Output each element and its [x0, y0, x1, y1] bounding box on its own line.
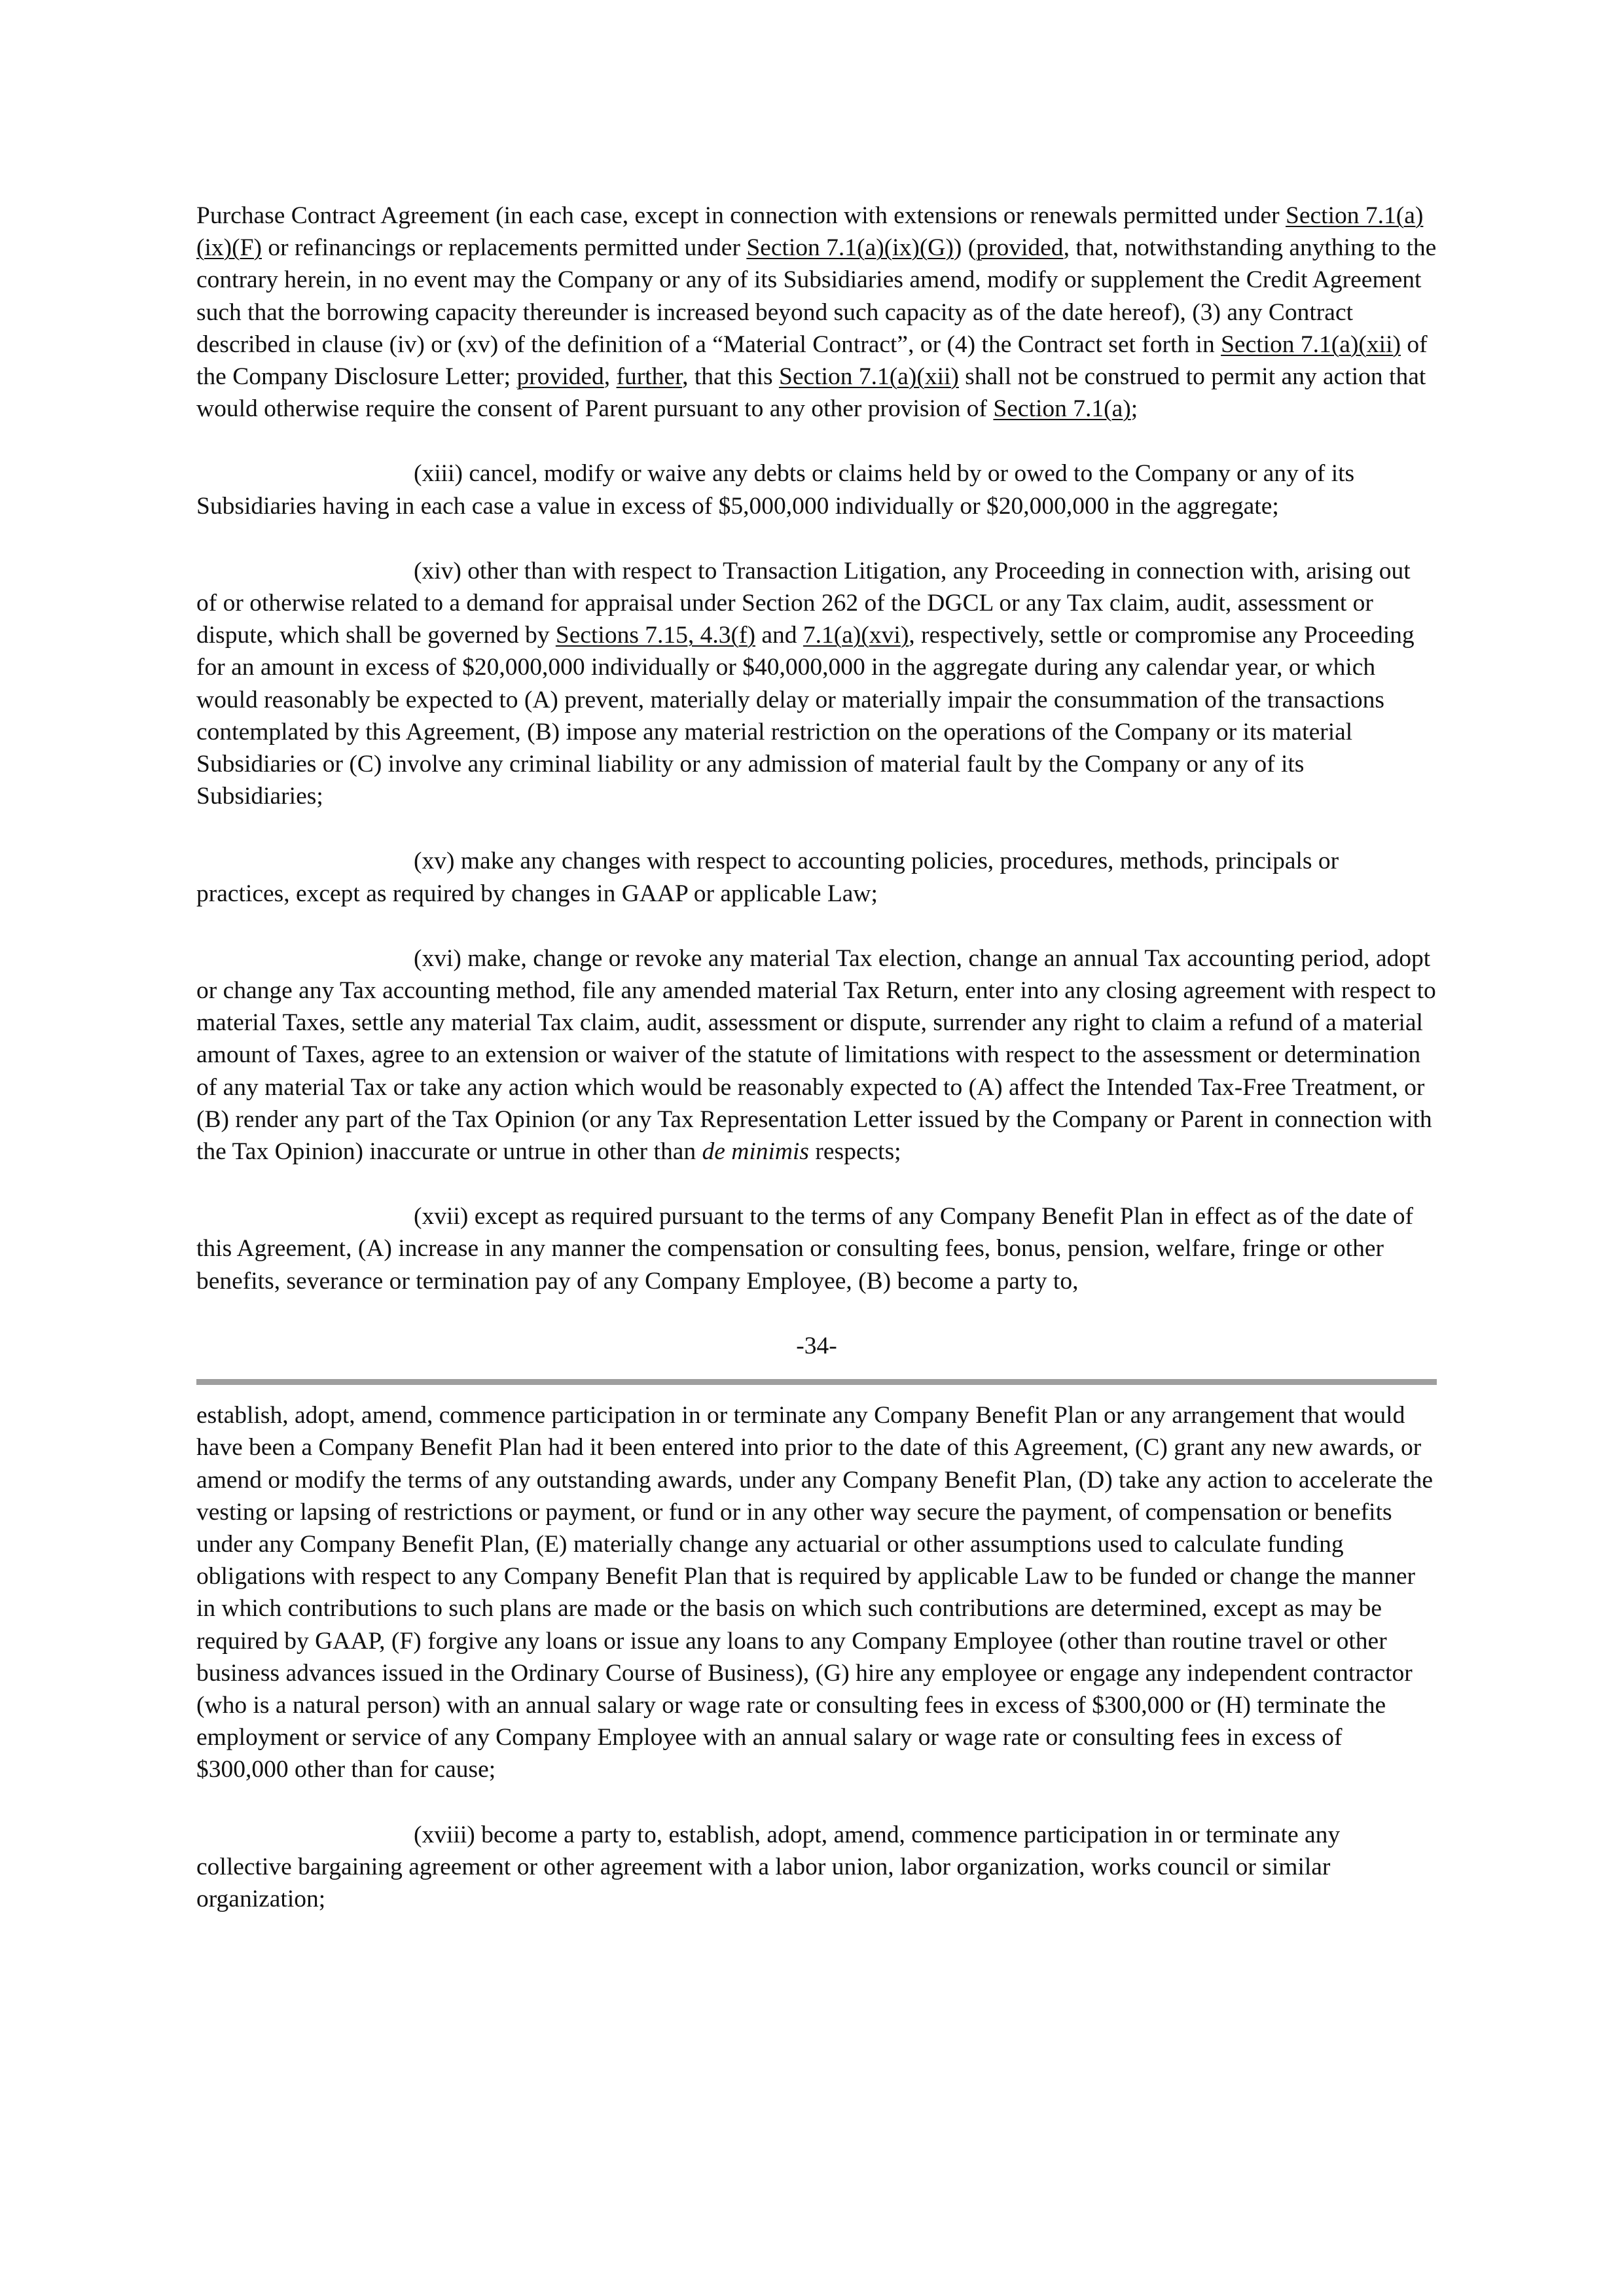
section-reference: Section 7.1(a)(ix)(F) [196, 202, 1424, 262]
section-reference: Section 7.1(a) [993, 395, 1131, 423]
clause-xiv [196, 555, 1437, 813]
text-run: , that this [682, 363, 779, 391]
provided-term: provided [516, 363, 604, 391]
text-run: Purchase Contract Agreement (in each case, except in connection with extensions or renewals permitted under [196, 202, 1286, 229]
section-reference: Section 7.1(a)(xii) [1221, 331, 1401, 358]
page-divider [196, 1379, 1437, 1385]
clause-xvi [196, 942, 1437, 1168]
text-run: shall not be construed to permit any action that would otherwise require the consent of Parent pursuant to any other provision of [196, 363, 1426, 423]
text-run: ) ( [953, 234, 977, 262]
further-term: further [616, 363, 683, 391]
clause-xviii: (xviii) become a party to, establish, adopt, amend, commence participation in or terminate any collective bargaining agreement or other agreement with a labor union, labor organization, works council or similar organization; [196, 1821, 1341, 1912]
page-number: -34- [796, 1332, 837, 1359]
clause-xv: (xv) make any changes with respect to accounting policies, procedures, methods, principals or practices, except as required by changes in GAAP or applicable Law; [196, 848, 1339, 907]
text-run: or refinancings or replacements permitted under [261, 234, 747, 262]
text-run: and [755, 622, 803, 649]
text-run: (xiv) other than with respect to Transaction Litigation, any Proceeding in connection with, arising out of or otherwise related to a demand for appraisal under Section 262 of the DGCL or any Tax claim, audit, assessment or dispute, which shall be governed by [196, 557, 1411, 649]
clause-xvii: (xvii) except as required pursuant to the terms of any Company Benefit Plan in effect as of the date of this Agreement, (A) increase in any manner the compensation or consulting fees, bonus, pension, welfare, fringe or other benefits, severance or termination pay of any Company Employee, (B) become a party to, [196, 1203, 1413, 1295]
section-reference: Sections 7.15, 4.3(f) [555, 622, 756, 649]
text-run: ; [1130, 395, 1138, 423]
section-reference: 7.1(a)(xvi) [803, 622, 909, 649]
italic-term: de minimis [702, 1138, 810, 1166]
text-run: of the Company Disclosure Letter; [196, 331, 1428, 391]
text-run: respects; [809, 1138, 901, 1166]
text-run: , [604, 363, 617, 391]
text-run: , respectively, settle or compromise any Proceeding for an amount in excess of $20,000,000 individually or $40,000,000 in the aggregate during any calendar year, or which would reasonably be expected to (A) prevent, materially delay or materially impair the consummation of the transactions contemplated by this Agreement, (B) impose any material restriction on the operations of the Company or its material Subsidiaries or (C) involve any criminal liability or any admission of material fault by the Company or any of its Subsidiaries; [196, 622, 1415, 810]
text-run: (xvi) make, change or revoke any material Tax election, change an annual Tax accounting period, adopt or change any Tax accounting method, file any amended material Tax Return, enter into any closing agreement with respect to material Taxes, settle any material Tax claim, audit, assessment or dispute, surrender any right to claim a refund of a material amount of Taxes, agree to an extension or waiver of the statute of limitations with respect to the assessment or determination of any material Tax or take any action which would be reasonably expected to (A) affect the Intended Tax-Free Treatment, or (B) render any part of the Tax Opinion (or any Tax Representation Letter issued by the Company or Parent in connection with the Tax Opinion) inaccurate or untrue in other than [196, 944, 1436, 1166]
clause-xvii-continuation: establish, adopt, amend, commence participation in or terminate any Company Benefit Plan or any arrangement that would have been a Company Benefit Plan had it been entered into prior to the date of this Agreement, (C) grant any new awards, or amend or modify the terms of any outstanding awards, under any Company Benefit Plan, (D) take any action to accelerate the vesting or lapsing of restrictions or payment, or fund or in any other way secure the payment, of compensation or benefits under any Company Benefit Plan, (E) materially change any actuarial or other assumptions used to calculate funding obligations with respect to any Company Benefit Plan that is required by applicable Law to be funded or change the manner in which contributions to such plans are made or the basis on which such contributions are determined, except as may be required by GAAP, (F) forgive any loans or issue any loans to any Company Employee (other than routine travel or other business advances issued in the Ordinary Course of Business), (G) hire any employee or engage any independent contractor (who is a natural person) with an annual salary or wage rate or consulting fees in excess of $300,000 or (H) terminate the employment or service of any Company Employee with an annual salary or wage rate or consulting fees in excess of $300,000 other than for cause; [196, 1402, 1433, 1784]
section-reference: Section 7.1(a)(ix)(G) [746, 234, 954, 262]
provided-term: provided [976, 234, 1064, 262]
section-reference: Section 7.1(a)(xii) [778, 363, 959, 391]
clause-xiii: (xiii) cancel, modify or waive any debts or claims held by or owed to the Company or any of its Subsidiaries having in each case a value in excess of $5,000,000 individually or $20,000,000 in the aggregate; [196, 460, 1355, 520]
document-page [196, 200, 1437, 1915]
text-run: , that, notwithstanding anything to the contrary herein, in no event may the Company or any of its Subsidiaries amend, modify or supplement the Credit Agreement such that the borrowing capacity thereunder is increased beyond such capacity as of the date hereof), (3) any Contract described in clause (iv) or (xv) of the definition of a “Material Contract”, or (4) the Contract set forth in [196, 234, 1437, 358]
paragraph-continuation [196, 200, 1437, 425]
